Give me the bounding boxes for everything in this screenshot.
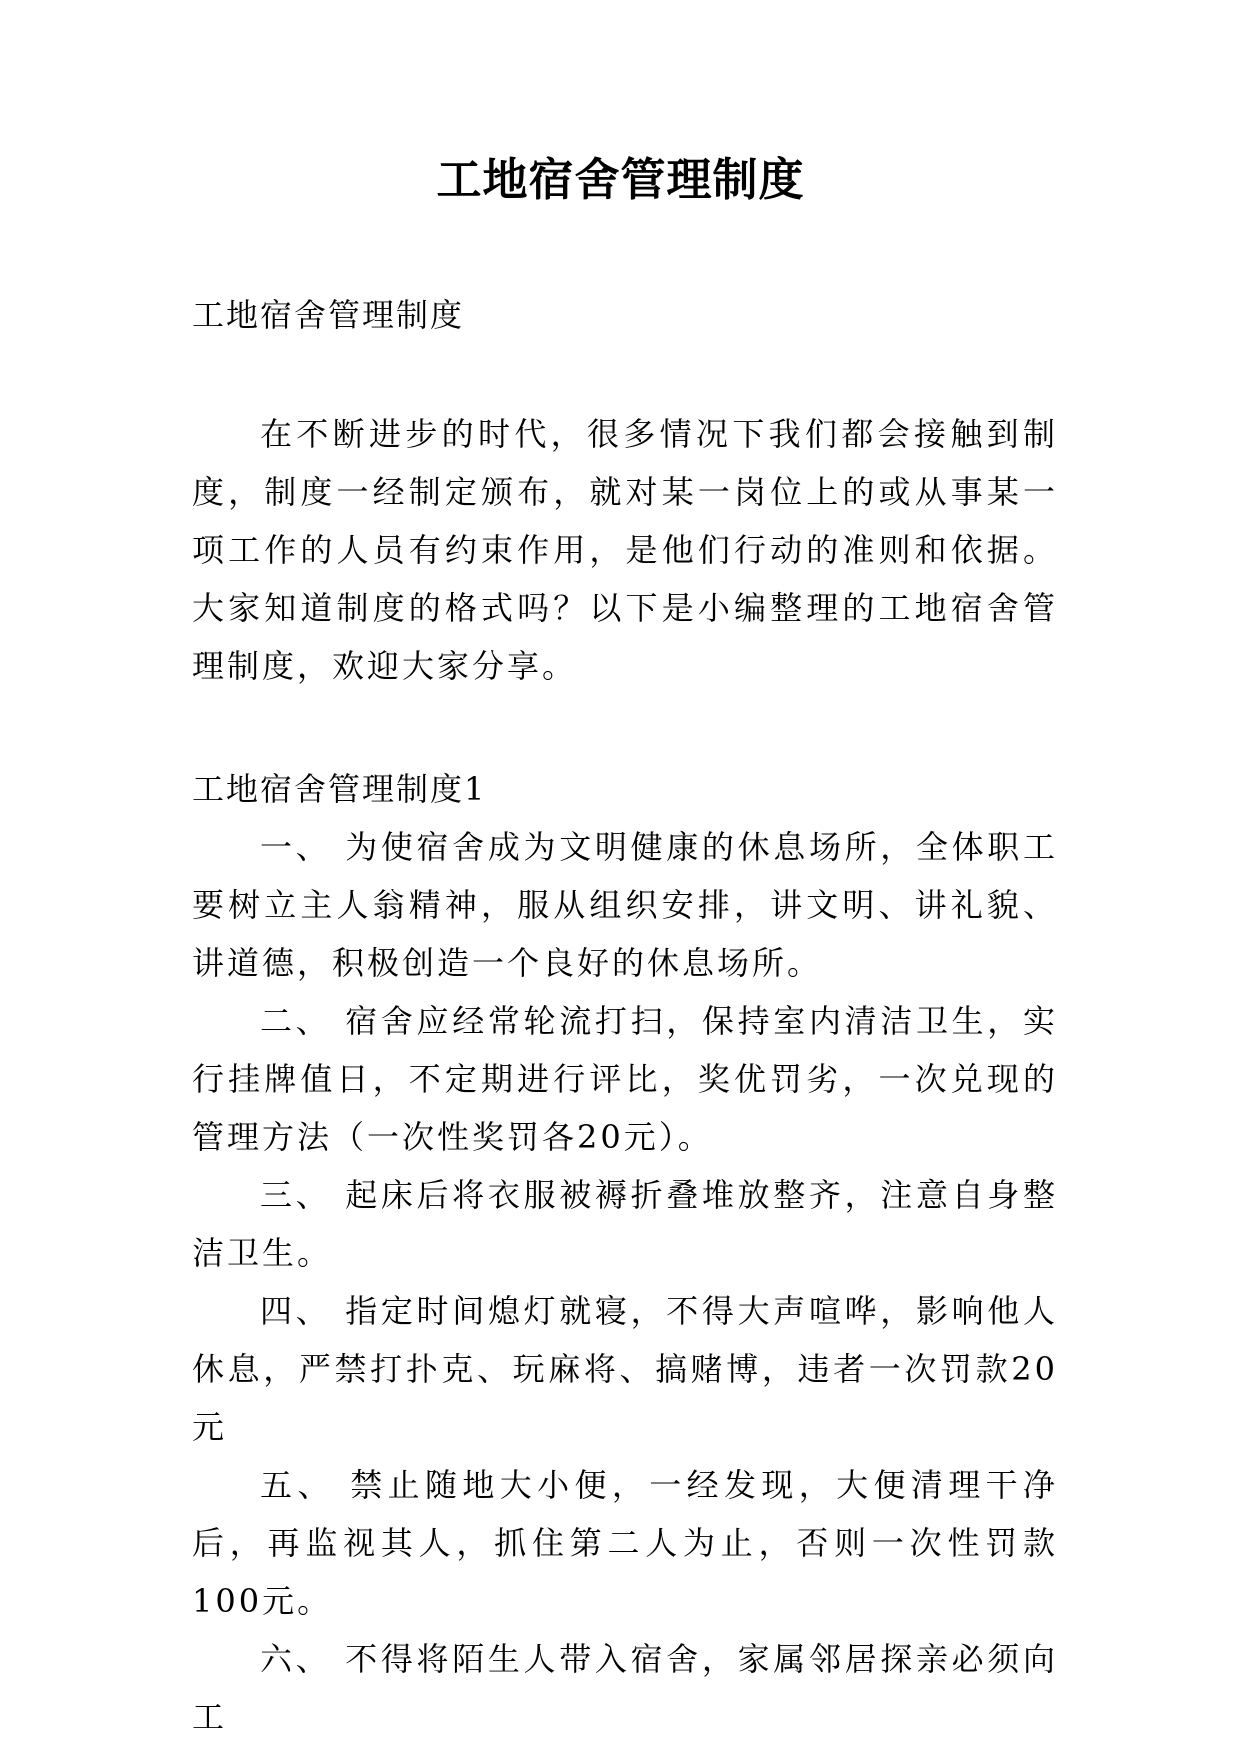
rule-item-6: 六、 不得将陌生人带入宿舍，家属邻居探亲必须向工 [192,1640,1058,1736]
document-subtitle: 工地宿舍管理制度 [192,296,465,334]
rule-item-5: 五、 禁止随地大小便，一经发现，大便清理干净后，再监视其人，抓住第二人为止，否则一次性罚款100元。 [192,1466,1058,1620]
document-title: 工地宿舍管理制度 [436,153,805,206]
section-heading: 工地宿舍管理制度1 [192,770,487,808]
rule-item-4: 四、 指定时间熄灯就寝，不得大声喧哗，影响他人休息，严禁打扑克、玩麻将、搞赌博，违者一次罚款20元 [192,1292,1058,1446]
section-1 [192,760,1058,1746]
rule-item-1: 一、 为使宿舍成为文明健康的休息场所，全体职工要树立主人翁精神，服从组织安排，讲文明、讲礼貌、讲道德，积极创造一个良好的休息场所。 [192,828,1058,982]
intro-text: 在不断进步的时代，很多情况下我们都会接触到制度，制度一经制定颁布，就对某一岗位上的或从事某一项工作的人员有约束作用，是他们行动的准则和依据。大家知道制度的格式吗？以下是小编整理的工地宿舍管理制度，欢迎大家分享。 [192,415,1058,685]
rule-item-3: 三、 起床后将衣服被褥折叠堆放整齐，注意自身整洁卫生。 [192,1176,1058,1272]
rule-item-2: 二、 宿舍应经常轮流打扫，保持室内清洁卫生，实行挂牌值日，不定期进行评比，奖优罚劣，一次兑现的管理方法（一次性奖罚各20元）。 [192,1002,1058,1156]
intro-paragraph [192,405,1058,695]
